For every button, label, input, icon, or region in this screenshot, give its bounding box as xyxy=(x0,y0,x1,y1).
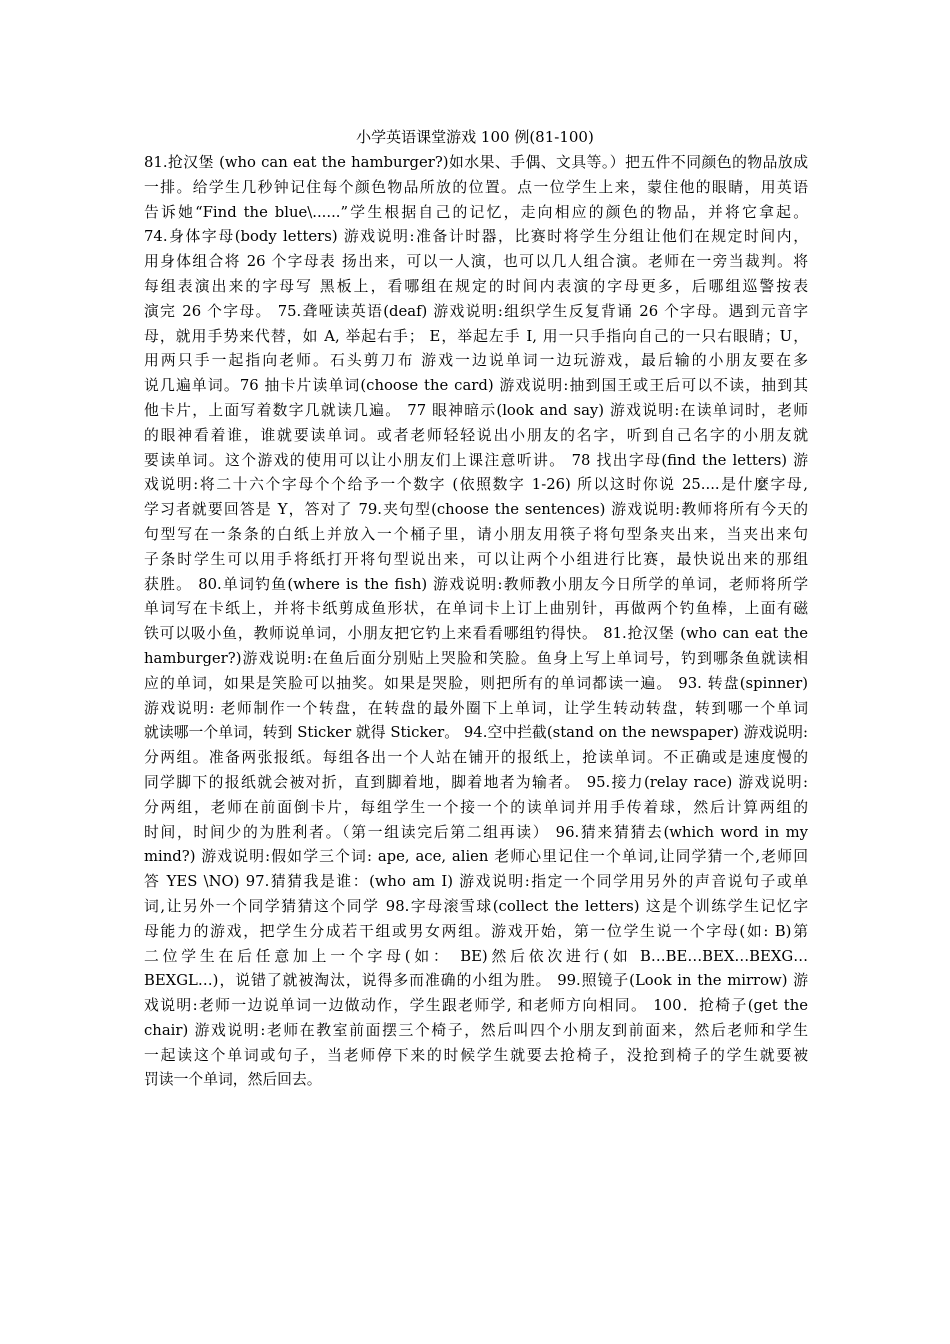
text-line: 74.身体字母(body letters) 游戏说明:准备计时器，比赛时将学生分组让他们在规定时间内， xyxy=(144,228,808,246)
text-line: chair) 游戏说明:老师在教室前面摆三个椅子，然后叫四个小朋友到前面来，然后老师和学生 xyxy=(144,1021,808,1039)
document-body xyxy=(144,151,808,1093)
text-line: 单词写在卡纸上，并将卡纸剪成鱼形状，在单词卡上订上曲别针，再做两个钓鱼棒，上面有磁 xyxy=(144,600,808,618)
text-line-last: 罚读一个单词，然后回去。 xyxy=(144,1071,322,1089)
text-line: 子条时学生可以用手将纸打开将句型说出来，可以让两个小组进行比赛，最快说出来的那组 xyxy=(144,550,808,568)
text-line: 用身体组合将 26 个字母表 扬出来，可以一人演，也可以几人组合演。老师在一旁当裁判。将 xyxy=(144,253,808,271)
text-line: 母，就用手势来代替，如 A, 举起右手； E，举起左手 I, 用一只手指向自己的一只右眼睛；U， xyxy=(144,327,808,345)
text-line: 学习者就要回答是 Y，答对了 79.夹句型(choose the sentences) 游戏说明:教师将所有今天的 xyxy=(144,501,808,519)
text-line: 二位学生在后任意加上一个字母(如： BE)然后依次进行(如 B…BE…BEX…BEXG… xyxy=(144,947,808,965)
document-title: 小学英语课堂游戏 100 例(81-100) xyxy=(356,128,594,146)
text-line: 时间，时间少的为胜利者。（第一组读完后第二组再读） 96.猜来猜猜去(which word in my xyxy=(144,823,808,841)
text-line: mind?) 游戏说明:假如学三个词: ape, ace, alien 老师心里记住一个单词,让同学猜一个,老师回 xyxy=(144,848,808,866)
text-line: 演完 26 个字母。 75.聋哑读英语(deaf) 游戏说明:组织学生反复背诵 26 个字母。遇到元音字 xyxy=(144,302,808,320)
text-line: 一起读这个单词或句子，当老师停下来的时候学生就要去抢椅子，没抢到椅子的学生就要被 xyxy=(144,1046,808,1064)
text-line: 他卡片，上面写着数字几就读几遍。 77 眼神暗示(look and say) 游戏说明:在读单词时，老师 xyxy=(144,401,808,419)
text-line: 告诉她“Find the blue\......”学生根据自己的记忆，走向相应的颜色的物品，并将它拿起。 xyxy=(144,203,808,221)
text-line: 同学脚下的报纸就会被对折，直到脚着地，脚着地者为输者。 95.接力(relay race) 游戏说明: xyxy=(144,773,808,791)
text-line: 获胜。 80.单词钓鱼(where is the fish) 游戏说明:教师教小朋友今日所学的单词，老师将所学 xyxy=(144,575,808,593)
text-line: 用两只手一起指向老师。石头剪刀布 游戏一边说单词一边玩游戏，最后输的小朋友要在多 xyxy=(144,352,808,370)
text-line: 一排。给学生几秒钟记住每个颜色物品所放的位置。点一位学生上来，蒙住他的眼睛，用英语 xyxy=(144,178,808,196)
text-line: 每组表演出来的字母写 黑板上，看哪组在规定的时间内表演的字母更多，后哪组巡警按表 xyxy=(144,277,808,295)
text-line: 分两组。准备两张报纸。每组各出一个人站在铺开的报纸上，抢读单词。不正确或是速度慢的 xyxy=(144,749,808,767)
text-line: 应的单词，如果是笑脸可以抽奖。如果是哭脸，则把所有的单词都读一遍。 93. 转盘(spinner) xyxy=(144,674,808,692)
text-line: hamburger?)游戏说明:在鱼后面分别贴上哭脸和笑脸。鱼身上写上单词号，钓到哪条鱼就读相 xyxy=(144,649,808,667)
text-line: 分两组，老师在前面倒卡片，每组学生一个接一个的读单词并用手传着球，然后计算两组的 xyxy=(144,798,808,816)
text-line: BEXGL…)，说错了就被淘汰，说得多而准确的小组为胜。 99.照镜子(Look in the mirrow) 游 xyxy=(144,972,808,990)
text-line: 答 YES \NO) 97.猜猜我是谁：(who am I) 游戏说明:指定一个同学用另外的声音说句子或单 xyxy=(144,873,808,891)
text-line: 81.抢汉堡 (who can eat the hamburger?)如水果、手偶、文具等。）把五件不同颜色的物品放成 xyxy=(144,154,808,171)
text-line: 戏说明:将二十六个字母个个给予一个数字 (依照数字 1-26) 所以这时你说 25....是什麼字母, xyxy=(144,476,808,494)
text-line: 游戏说明: 老师制作一个转盘，在转盘的最外圈下上单词，让学生转动转盘，转到哪一个单词 xyxy=(144,699,808,717)
text-line: 铁可以吸小鱼，教师说单词，小朋友把它钓上来看看哪组钓得快。 81.抢汉堡 (who can eat the xyxy=(144,625,808,643)
text-line: 戏说明:老师一边说单词一边做动作，学生跟老师学, 和老师方向相同。 100．抢椅子(get the xyxy=(144,997,808,1015)
text-line: 要读单词。这个游戏的使用可以让小朋友们上课注意听讲。 78 找出字母(find the letters) 游 xyxy=(144,451,808,469)
text-line: 母能力的游戏，把学生分成若干组或男女两组。游戏开始，第一位学生说一个字母(如: B)第 xyxy=(144,922,808,940)
text-line: 说几遍单词。76 抽卡片读单词(choose the card) 游戏说明:抽到国王或王后可以不读，抽到其 xyxy=(144,377,808,395)
text-line: 词,让另外一个同学猜猜这个同学 98.字母滚雪球(collect the letters) 这是个训练学生记忆字 xyxy=(144,897,808,915)
text-line: 的眼神看着谁，谁就要读单词。或者老师轻轻说出小朋友的名字，听到自己名字的小朋友就 xyxy=(144,426,808,444)
text-line: 句型写在一条条的白纸上并放入一个桶子里，请小朋友用筷子将句型条夹出来，当夹出来句 xyxy=(144,525,808,543)
text-line: 就读哪一个单词，转到 Sticker 就得 Sticker。 94.空中拦截(stand on the newspaper) 游戏说明: xyxy=(144,724,808,742)
